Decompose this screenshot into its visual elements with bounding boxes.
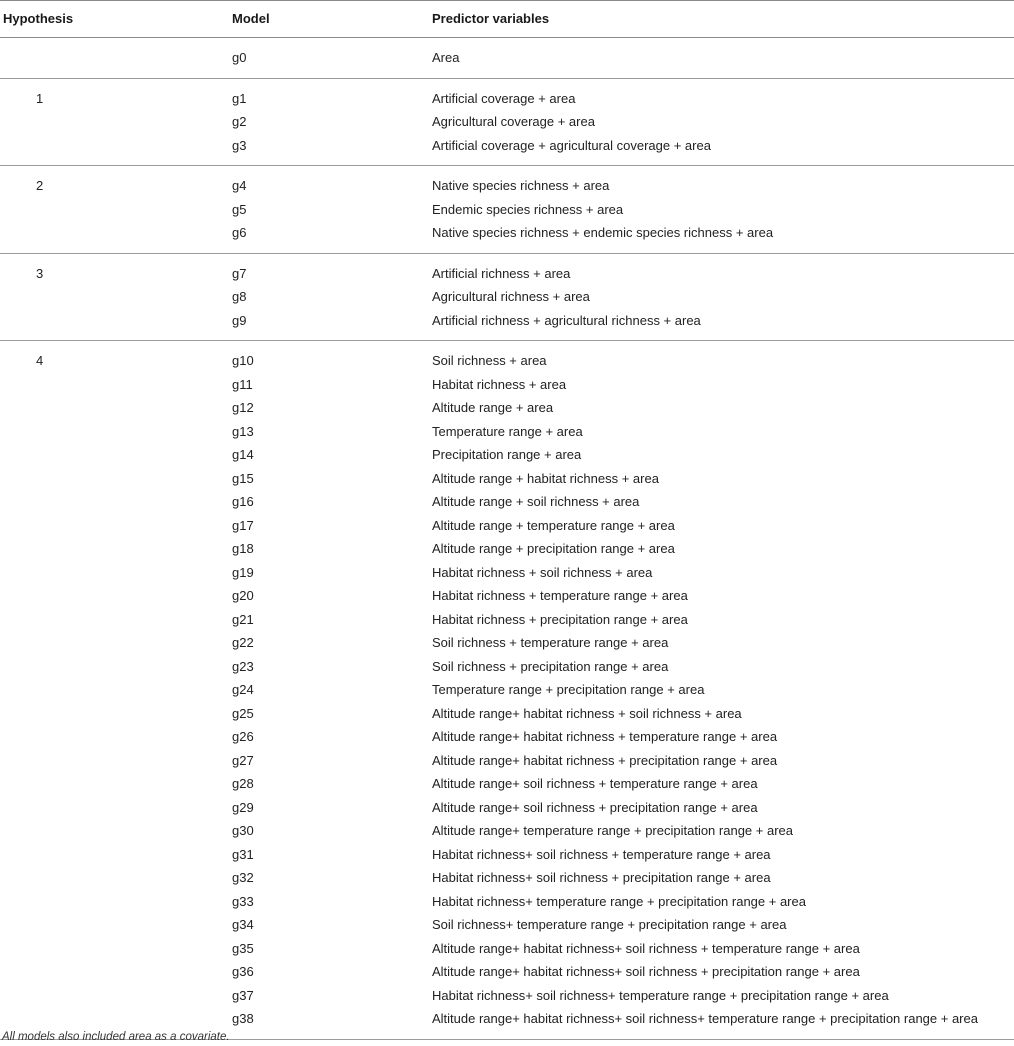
hypothesis-cell: 1 <box>36 90 44 106</box>
table-row <box>0 819 1014 843</box>
table-row <box>0 174 1014 198</box>
header-predictor-variables: Predictor variables <box>432 11 550 26</box>
table-row <box>0 110 1014 134</box>
table-row <box>0 678 1014 702</box>
model-cell: g14 <box>232 447 254 462</box>
model-cell: g3 <box>232 137 247 153</box>
table-row <box>0 309 1014 333</box>
model-cell: g17 <box>232 517 254 533</box>
predictor-cell: Altitude range+ habitat richness+ soil richness + precipitation range + area <box>432 964 860 979</box>
model-cell: g22 <box>232 635 254 650</box>
table-row <box>0 221 1014 245</box>
model-cell: g29 <box>232 799 254 815</box>
predictor-cell: Agricultural richness + area <box>432 289 590 304</box>
predictor-cell: Artificial coverage + agricultural coverage + area <box>432 137 711 153</box>
predictor-cell: Habitat richness+ temperature range + precipitation range + area <box>432 893 806 909</box>
hypothesis-group <box>0 254 1014 342</box>
model-cell: g16 <box>232 494 254 509</box>
model-cell: g0 <box>232 50 247 65</box>
table-row <box>0 937 1014 961</box>
model-cell: g15 <box>232 470 254 486</box>
hypothesis-group <box>0 79 1014 167</box>
table-row <box>0 725 1014 749</box>
model-cell: g37 <box>232 987 254 1003</box>
model-cell: g31 <box>232 846 254 862</box>
model-cell: g21 <box>232 611 254 627</box>
table-row <box>0 46 1014 70</box>
predictor-cell: Endemic species richness + area <box>432 201 624 217</box>
hypothesis-cell: 4 <box>36 353 44 368</box>
predictor-cell: Habitat richness+ soil richness + temperature range + area <box>432 846 771 862</box>
model-cell: g8 <box>232 289 247 304</box>
predictor-cell: Habitat richness+ soil richness+ temperature range + precipitation range + area <box>432 987 889 1003</box>
model-cell: g5 <box>232 201 247 217</box>
table-row <box>0 198 1014 222</box>
table-row <box>0 796 1014 820</box>
table-row <box>0 913 1014 937</box>
table-row <box>0 702 1014 726</box>
predictor-cell: Altitude range+ soil richness + precipitation range + area <box>432 799 758 815</box>
model-cell: g6 <box>232 225 247 240</box>
table-row <box>0 467 1014 491</box>
table-row <box>0 890 1014 914</box>
table-row <box>0 561 1014 585</box>
predictor-cell: Altitude range+ soil richness + temperature range + area <box>432 776 758 791</box>
predictor-cell: Soil richness + area <box>432 353 547 368</box>
table-row <box>0 396 1014 420</box>
predictor-cell: Altitude range + temperature range + area <box>432 517 675 533</box>
table-row <box>0 134 1014 158</box>
predictor-cell: Temperature range + area <box>432 423 583 439</box>
model-cell: g10 <box>232 353 254 368</box>
predictor-cell: Temperature range + precipitation range + area <box>432 682 705 697</box>
model-cell: g38 <box>232 1011 254 1026</box>
model-cell: g20 <box>232 588 254 603</box>
hypothesis-group <box>0 341 1014 1040</box>
predictor-cell: Artificial coverage + area <box>432 90 576 106</box>
model-cell: g33 <box>232 893 254 909</box>
model-cell: g12 <box>232 400 254 415</box>
predictor-cell: Altitude range+ habitat richness + temperature range + area <box>432 729 778 744</box>
predictor-cell: Soil richness+ temperature range + precipitation range + area <box>432 917 787 932</box>
predictor-cell: Altitude range + area <box>432 400 554 415</box>
table-row <box>0 537 1014 561</box>
table-row <box>0 584 1014 608</box>
table-footnote: All models also included area as a covariate. <box>2 1031 230 1043</box>
table-row <box>0 843 1014 867</box>
model-cell: g30 <box>232 823 254 838</box>
predictor-cell: Native species richness + endemic species richness + area <box>432 225 774 240</box>
hypothesis-cell: 2 <box>36 178 44 193</box>
model-cell: g25 <box>232 705 254 721</box>
predictor-cell: Precipitation range + area <box>432 447 582 462</box>
predictor-cell: Agricultural coverage + area <box>432 114 595 129</box>
predictor-cell: Altitude range+ temperature range + precipitation range + area <box>432 823 793 838</box>
table-row <box>0 866 1014 890</box>
model-cell: g1 <box>232 90 247 106</box>
table-row <box>0 749 1014 773</box>
predictor-cell: Artificial richness + agricultural richness + area <box>432 312 701 328</box>
hypothesis-group <box>0 166 1014 254</box>
table-row <box>0 373 1014 397</box>
predictor-cell: Altitude range + habitat richness + area <box>432 470 659 486</box>
table-row <box>0 655 1014 679</box>
predictor-cell: Soil richness + temperature range + area <box>432 635 669 650</box>
table-row <box>0 984 1014 1008</box>
hypothesis-group <box>0 38 1014 79</box>
model-cell: g35 <box>232 940 254 956</box>
model-cell: g23 <box>232 658 254 674</box>
table-row <box>0 87 1014 111</box>
predictor-cell: Habitat richness+ soil richness + precipitation range + area <box>432 870 771 885</box>
predictor-cell: Altitude range + precipitation range + area <box>432 541 675 556</box>
predictor-cell: Habitat richness + temperature range + area <box>432 588 688 603</box>
model-cell: g13 <box>232 423 254 439</box>
model-cell: g9 <box>232 312 247 328</box>
table-row <box>0 490 1014 514</box>
predictor-cell: Native species richness + area <box>432 178 610 193</box>
table-row <box>0 514 1014 538</box>
predictor-cell: Altitude range+ habitat richness+ soil richness + temperature range + area <box>432 940 860 956</box>
predictor-cell: Altitude range+ habitat richness+ soil richness+ temperature range + precipitation range + area <box>432 1011 978 1026</box>
header-hypothesis: Hypothesis <box>3 11 74 26</box>
predictor-cell: Habitat richness + area <box>432 376 567 392</box>
model-cell: g32 <box>232 870 254 885</box>
predictor-cell: Habitat richness + precipitation range + area <box>432 611 688 627</box>
table-header <box>0 1 1014 38</box>
predictor-cell: Altitude range + soil richness + area <box>432 494 640 509</box>
table-row <box>0 1007 1014 1031</box>
table-row <box>0 960 1014 984</box>
table-row <box>0 420 1014 444</box>
model-cell: g24 <box>232 682 254 697</box>
header-model: Model <box>232 11 270 26</box>
model-cell: g28 <box>232 776 254 791</box>
table-row <box>0 262 1014 286</box>
model-cell: g27 <box>232 752 254 768</box>
model-cell: g11 <box>232 376 253 392</box>
predictor-cell: Habitat richness + soil richness + area <box>432 564 653 580</box>
model-cell: g7 <box>232 265 247 281</box>
predictor-cell: Artificial richness + area <box>432 265 571 281</box>
table-row <box>0 772 1014 796</box>
model-cell: g4 <box>232 178 247 193</box>
table-row <box>0 608 1014 632</box>
predictor-cell: Altitude range+ habitat richness + precipitation range + area <box>432 752 778 768</box>
model-cell: g2 <box>232 114 247 129</box>
predictor-cell: Altitude range+ habitat richness + soil richness + area <box>432 705 742 721</box>
predictor-cell: Area <box>432 50 460 65</box>
table-body <box>0 38 1014 1040</box>
table-row <box>0 349 1014 373</box>
model-cell: g36 <box>232 964 254 979</box>
table-row <box>0 443 1014 467</box>
model-cell: g26 <box>232 729 254 744</box>
table-row <box>0 285 1014 309</box>
model-cell: g34 <box>232 917 254 932</box>
hypothesis-cell: 3 <box>36 265 44 281</box>
predictor-cell: Soil richness + precipitation range + area <box>432 658 669 674</box>
model-cell: g19 <box>232 564 254 580</box>
model-cell: g18 <box>232 541 254 556</box>
table-row <box>0 631 1014 655</box>
